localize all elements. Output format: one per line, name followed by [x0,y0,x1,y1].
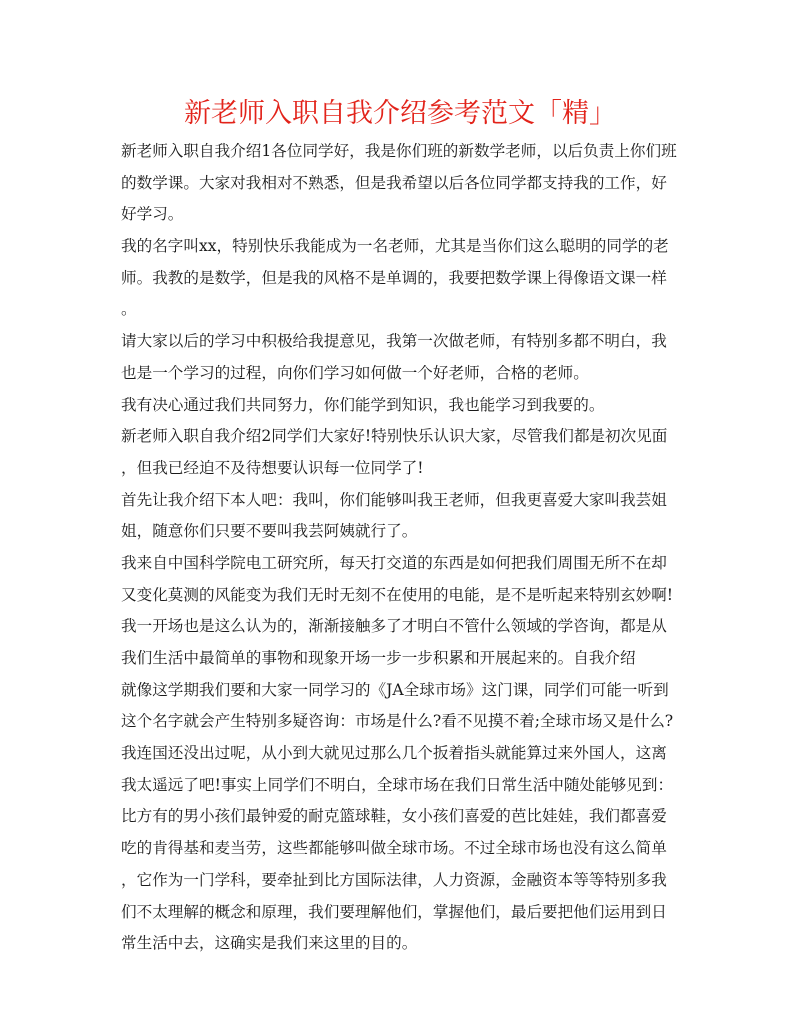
text-line: 请大家以后的学习中积极给我提意见，我第一次做老师，有特别多都不明白，我 [121,332,667,351]
text-line: 好学习。 [121,205,184,224]
text-line: 新老师入职自我介绍2同学们大家好!特别快乐认识大家，尽管我们都是初次见面 [121,427,668,446]
text-line: ，但我已经迫不及待想要认识每一位同学了! [121,458,424,477]
text-line: 常生活中去，这确实是我们来这里的目的。 [121,934,418,953]
text-line: 就像这学期我们要和大家一同学习的《JA全球市场》这门课，同学们可能一听到 [121,680,669,699]
document-title: 新老师入职自我介绍参考范文「精」 [184,98,616,129]
text-line: 我有决心通过我们共同努力，你们能学到知识，我也能学习到我要的。 [121,395,605,414]
text-line: 们不太理解的概念和原理，我们要理解他们，掌握他们，最后要把他们运用到日 [121,902,667,921]
text-line: 的数学课。大家对我相对不熟悉，但是我希望以后各位同学都支持我的工作，好 [121,173,667,192]
text-line: 姐，随意你们只要不要叫我芸阿姨就行了。 [121,522,418,541]
text-line: 我一开场也是这么认为的，渐渐接触多了才明白不管什么领域的学咨询，都是从 [121,617,667,636]
text-line: 。 [121,300,137,319]
text-line: 师。我教的是数学，但是我的风格不是单调的，我要把数学课上得像语文课一样 [121,268,667,287]
text-line: 我连国还没出过呢，从小到大就见过那么几个扳着指头就能算过来外国人，这离 [121,744,667,763]
text-line: 比方有的男小孩们最钟爱的耐克篮球鞋，女小孩们喜爱的芭比娃娃，我们都喜爱 [121,807,667,826]
text-line: 我们生活中最简单的事物和现象开场一步一步积累和开展起来的。自我介绍 [121,649,636,667]
text-line: 新老师入职自我介绍1各位同学好，我是你们班的新数学老师，以后负责上你们班 [121,142,677,160]
text-line: ，它作为一门学科，要牵扯到比方国际法律，人力资源，金融资本等等特别多我 [121,870,667,889]
text-line: 我的名字叫xx，特别快乐我能成为一名老师，尤其是当你们这么聪明的同学的老 [121,237,669,256]
text-line: 首先让我介绍下本人吧：我叫，你们能够叫我王老师，但我更喜爱大家叫我芸姐 [121,490,667,509]
text-line: 吃的肯得基和麦当劳，这些都能够叫做全球市场。不过全球市场也没有这么简单 [121,839,667,858]
text-line: 我太遥远了吧!事实上同学们不明白，全球市场在我们日常生活中随处能够见到： [121,775,674,794]
document-body [121,136,691,960]
text-line: 也是一个学习的过程，向你们学习如何做一个好老师，合格的老师。 [121,363,589,382]
text-line: 我来自中国科学院电工研究所，每天打交道的东西是如何把我们周围无所不在却 [121,553,667,572]
text-line: 这个名字就会产生特别多疑咨询：市场是什么?看不见摸不着;全球市场又是什么? [121,712,674,731]
text-line: 又变化莫测的风能变为我们无时无刻不在使用的电能，是不是听起来特别玄妙啊! [121,585,674,604]
